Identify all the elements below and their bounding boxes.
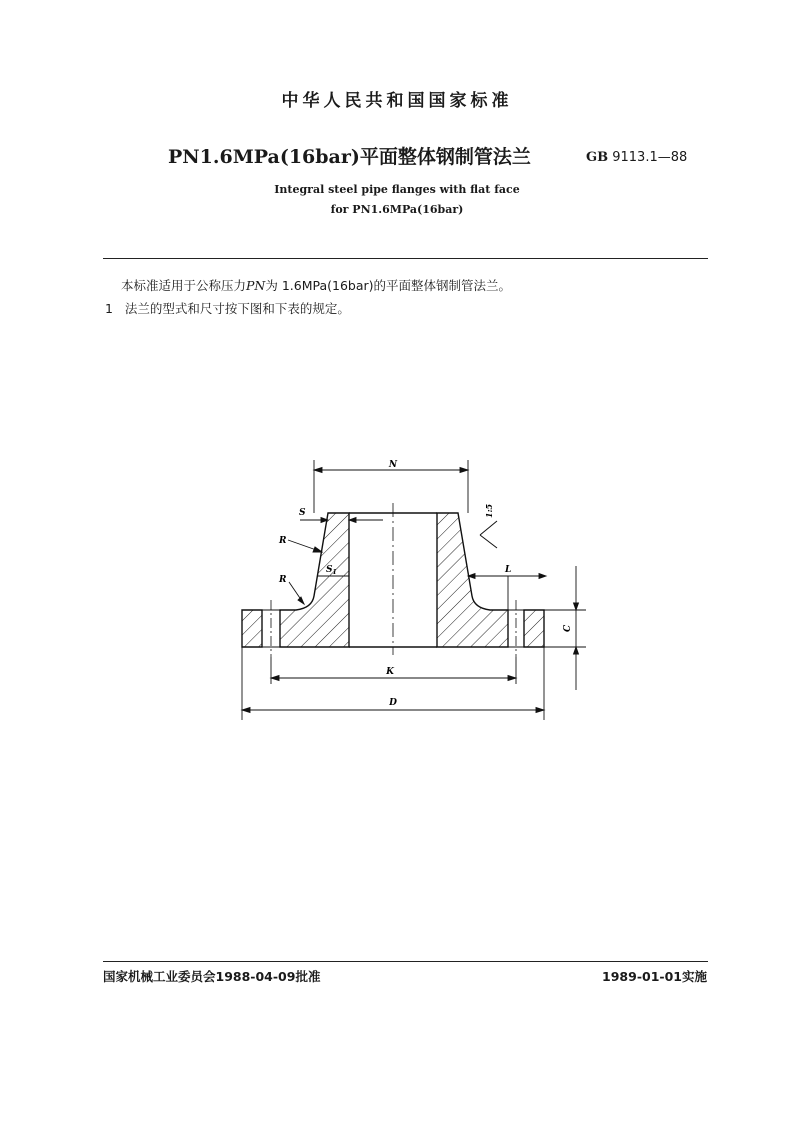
approval-line: 国家机械工业委员会1988-04-09批准: [103, 969, 321, 984]
standard-title: PN1.6MPa(16bar)平面整体钢制管法兰: [168, 146, 531, 168]
dimension-l: [468, 574, 546, 611]
footer-rule: [103, 961, 708, 962]
label-k: K: [386, 667, 394, 677]
clause-1-number: 1: [105, 301, 113, 316]
scope-text-a: 本标准适用于公称压力: [121, 278, 247, 293]
scope-text-b: 为 1.6MPa(16bar)的平面整体钢制管法兰。: [265, 278, 512, 293]
english-title-line-1: Integral steel pipe flanges with flat face: [274, 183, 520, 196]
national-standard-heading: 中华人民共和国国家标准: [281, 91, 513, 111]
dimension-d: [242, 647, 544, 720]
label-r-upper: R: [279, 536, 287, 546]
clause-1-text: 法兰的型式和尺寸按下图和下表的规定。: [124, 301, 350, 316]
left-section: [242, 513, 349, 647]
effective-date: 1989-01-01实施: [602, 969, 707, 984]
pn-symbol: PN: [246, 278, 266, 293]
label-s: S: [299, 508, 306, 518]
slope-indicator: [480, 521, 497, 548]
label-d: D: [389, 698, 397, 708]
label-r-lower: R: [279, 575, 287, 585]
english-title-line-2: for PN1.6MPa(16bar): [330, 203, 464, 216]
label-l: L: [505, 565, 512, 575]
right-section: [437, 513, 544, 647]
label-c: C: [563, 624, 573, 632]
leader-r-lower: [289, 582, 304, 604]
label-n: N: [388, 460, 398, 470]
label-s1: $S_1$: [326, 565, 337, 576]
code-number: 9113.1—88: [612, 150, 688, 165]
label-slope: 1:5: [484, 503, 494, 518]
code-prefix: GB: [586, 150, 609, 165]
leader-r-upper: [288, 540, 322, 552]
